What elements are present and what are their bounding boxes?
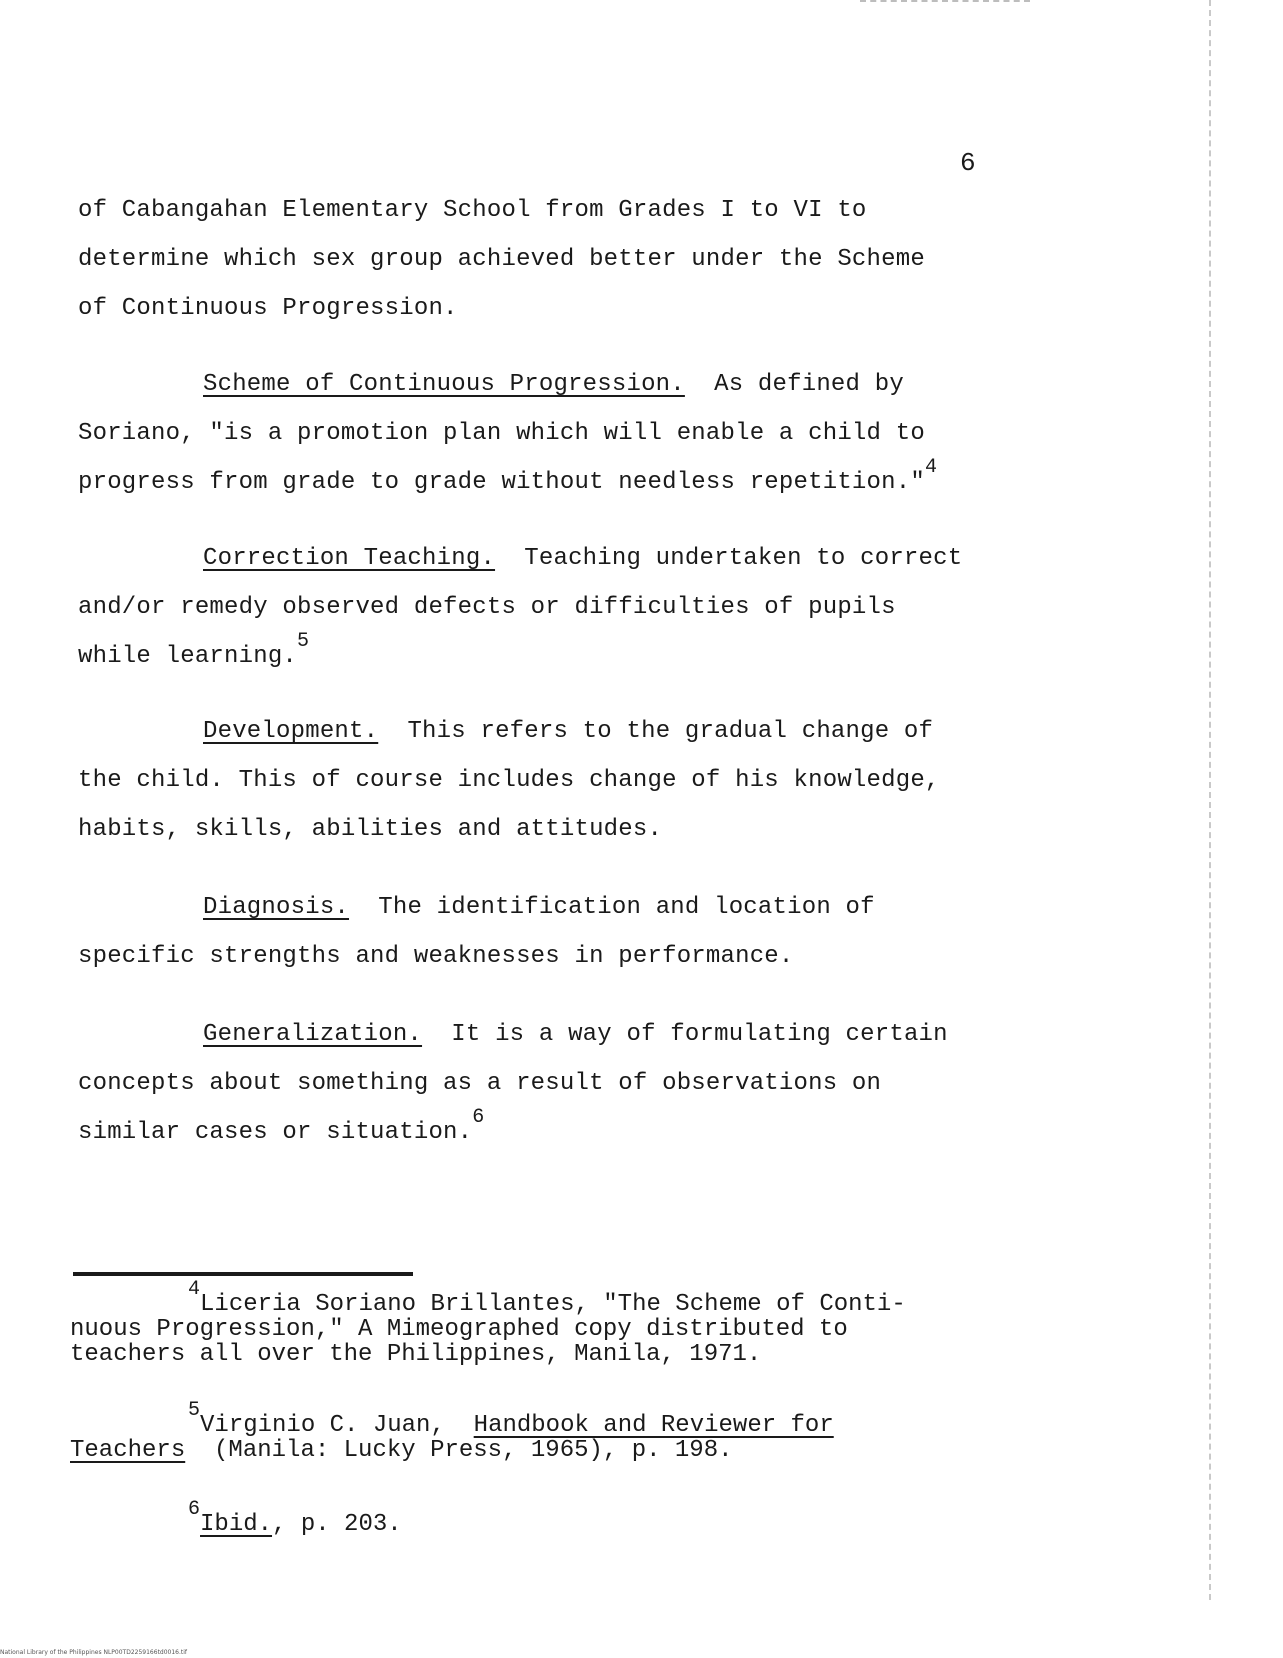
footnote-5 — [70, 1399, 1020, 1464]
book-title: Teachers — [70, 1437, 186, 1464]
text-line: (Manila: Lucky Press, 1965), p. 198. — [214, 1437, 733, 1464]
text-line: of Cabangahan Elementary School from Grades I to VI to — [78, 197, 867, 224]
footnote-divider — [73, 1272, 413, 1276]
opening-paragraph — [78, 186, 1018, 333]
footnote-6 — [70, 1498, 1020, 1538]
footnote-ref: 6 — [472, 1106, 485, 1129]
term-heading: Development. — [203, 718, 379, 745]
ibid: Ibid. — [200, 1511, 273, 1538]
definition-diagnosis — [78, 883, 1018, 981]
scan-caption: National Library of the Philippines NLP00TD2259166td0016.tif — [0, 1649, 188, 1656]
text-line: concepts about something as a result of observations on — [78, 1070, 882, 1097]
footnote-4 — [70, 1278, 1020, 1368]
text-line: Liceria Soriano Brillantes, "The Scheme of Conti- — [200, 1291, 906, 1318]
text-line: habits, skills, abilities and attitudes. — [78, 816, 663, 843]
text-line: specific strengths and weaknesses in performance. — [78, 943, 794, 970]
text-line: while learning. — [78, 643, 298, 670]
definition-generalization — [78, 1010, 1018, 1157]
book-title: Handbook and Reviewer for — [473, 1412, 834, 1439]
footnote-mark: 6 — [188, 1498, 201, 1521]
text-line: nuous Progression," A Mimeographed copy distributed to — [70, 1316, 848, 1343]
text-line: Virginio C. Juan, — [200, 1412, 445, 1439]
text-line: progress from grade to grade without needless repetition." — [78, 469, 925, 496]
term-heading: Diagnosis. — [203, 894, 350, 921]
term-heading: Correction Teaching. — [203, 545, 496, 572]
footnote-mark: 4 — [188, 1278, 201, 1301]
text-line: This refers to the gradual change of — [407, 718, 934, 745]
text-line: , p. 203. — [272, 1511, 402, 1538]
term-heading: Generalization. — [203, 1021, 423, 1048]
definition-development — [78, 707, 1018, 854]
text-line: The identification and location of — [378, 894, 875, 921]
definition-scheme — [78, 360, 1018, 507]
scan-edge-mark-right — [1209, 0, 1211, 1600]
text-line: similar cases or situation. — [78, 1119, 473, 1146]
scan-edge-mark-top — [860, 0, 1030, 2]
text-line: teachers all over the Philippines, Manila, 1971. — [70, 1341, 762, 1368]
term-heading: Scheme of Continuous Progression. — [203, 371, 685, 398]
footnote-ref: 5 — [297, 630, 310, 653]
text-line: of Continuous Progression. — [78, 295, 458, 322]
text-line: As defined by — [714, 371, 904, 398]
page-number: 6 — [960, 148, 976, 178]
text-line: Teaching undertaken to correct — [524, 545, 963, 572]
text-line: It is a way of formulating certain — [451, 1021, 948, 1048]
footnote-mark: 5 — [188, 1399, 201, 1422]
text-line: Soriano, "is a promotion plan which will enable a child to — [78, 420, 925, 447]
text-line: and/or remedy observed defects or difficulties of pupils — [78, 594, 896, 621]
text-line: determine which sex group achieved better under the Scheme — [78, 246, 925, 273]
text-line: the child. This of course includes change of his knowledge, — [78, 767, 940, 794]
definition-correction-teaching — [78, 534, 1018, 681]
footnote-ref: 4 — [924, 456, 938, 479]
